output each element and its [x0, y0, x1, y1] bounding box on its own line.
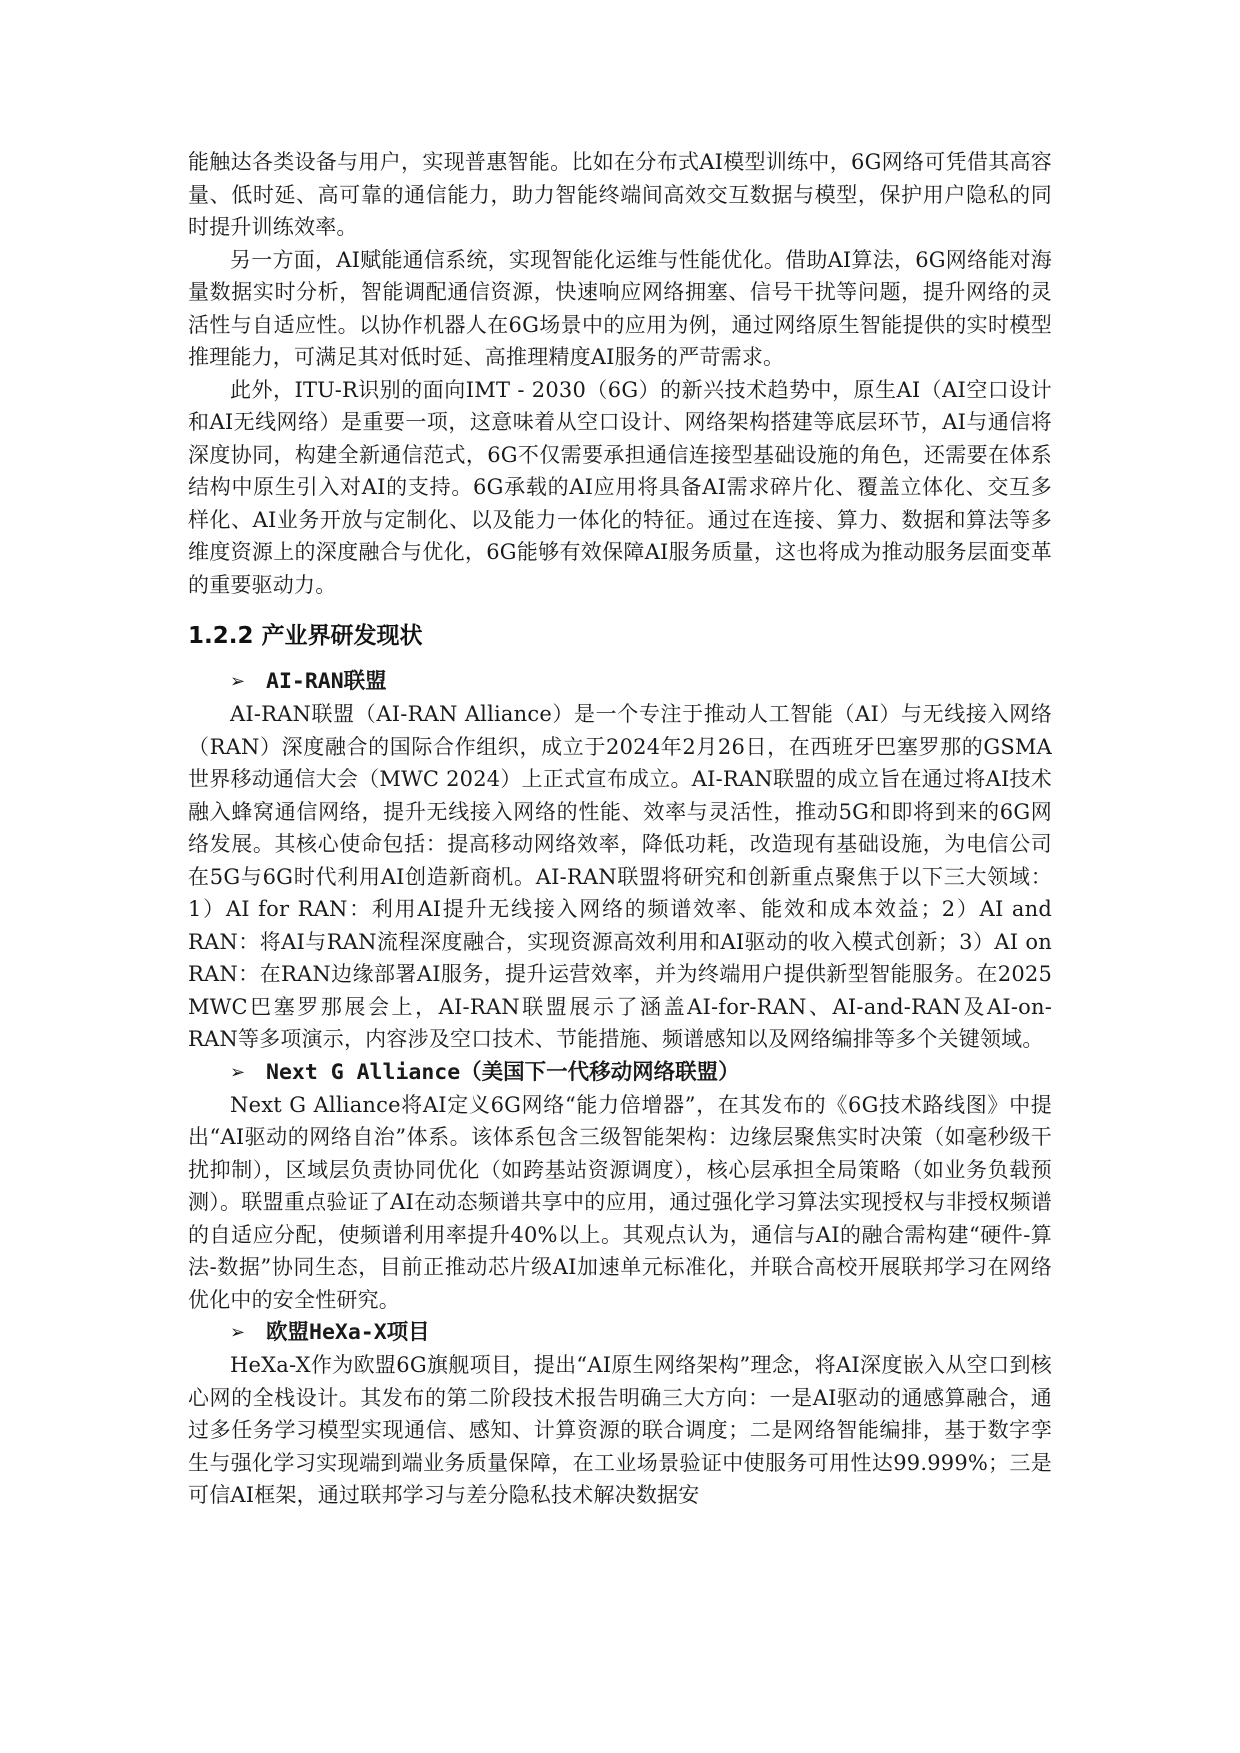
subsection-next-g-alliance	[188, 1056, 1052, 1317]
subsection-heading-text: 欧盟HeXa-X项目	[266, 1320, 430, 1345]
arrow-bullet-icon: ➢	[230, 1322, 246, 1343]
subsection-heading	[188, 1056, 1052, 1089]
subsection-heading	[188, 665, 1052, 698]
subsection-hexa-x	[188, 1316, 1052, 1512]
section-heading-industry-status: 1.2.2 产业界研发现状	[188, 623, 423, 649]
subsection-body: HeXa-X作为欧盟6G旗舰项目，提出“AI原生网络架构”理念，将AI深度嵌入从空口到核心网的全栈设计。其发布的第二阶段技术报告明确三大方向：一是AI驱动的通感算融合，通过多任务学习模型实现通信、感知、计算资源的联合调度；二是网络智能编排，基于数字孪生与强化学习实现端到端业务质量保障，在工业场景验证中使服务可用性达99.999%；三是可信AI框架，通过联邦学习与差分隐私技术解决数据安	[188, 1353, 1052, 1507]
paragraph-itu-r-native-ai: 此外，ITU-R识别的面向IMT - 2030（6G）的新兴技术趋势中，原生AI（AI空口设计和AI无线网络）是重要一项，这意味着从空口设计、网络架构搭建等底层环节，AI与通信将深度协同，构建全新通信范式，6G不仅需要承担通信连接型基础设施的角色，还需要在体系结构中原生引入对AI的支持。6G承载的AI应用将具备AI需求碎片化、覆盖立体化、交互多样化、AI业务开放与定制化、以及能力一体化的特征。通过在连接、算力、数据和算法等多维度资源上的深度融合与优化，6G能够有效保障AI服务质量，这也将成为推动服务层面变革的重要驱动力。	[188, 377, 1052, 597]
subsection-body: AI-RAN联盟（AI-RAN Alliance）是一个专注于推动人工智能（AI）与无线接入网络（RAN）深度融合的国际合作组织，成立于2024年2月26日，在西班牙巴塞罗那的GSMA世界移动通信大会（MWC 2024）上正式宣布成立。AI-RAN联盟的成立旨在通过将AI技术融入蜂窝通信网络，提升无线接入网络的性能、效率与灵活性，推动5G和即将到来的6G网络发展。其核心使命包括：提高移动网络效率，降低功耗，改造现有基础设施，为电信公司在5G与6G时代利用AI创造新商机。AI-RAN联盟将研究和创新重点聚焦于以下三大领域：1）AI for RAN：利用AI提升无线接入网络的频谱效率、能效和成本效益；2）AI and RAN：将AI与RAN流程深度融合，实现资源高效利用和AI驱动的收入模式创新；3）AI on RAN：在RAN边缘部署AI服务，提升运营效率，并为终端用户提供新型智能服务。在2025 MWC巴塞罗那展会上，AI-RAN联盟展示了涵盖AI-for-RAN、AI-and-RAN及AI-on-RAN等多项演示，内容涉及空口技术、节能措施、频谱感知以及网络编排等多个关键领域。	[188, 702, 1052, 1051]
subsection-heading-text: AI-RAN联盟	[266, 669, 387, 694]
arrow-bullet-icon: ➢	[230, 1061, 246, 1083]
subsection-body: Next G Alliance将AI定义6G网络“能力倍增器”，在其发布的《6G技术路线图》中提出“AI驱动的网络自治”体系。该体系包含三级智能架构：边缘层聚焦实时决策（如毫秒级干扰抑制），区域层负责协同优化（如跨基站资源调度），核心层承担全局策略（如业务负载预测）。联盟重点验证了AI在动态频谱共享中的应用，通过强化学习算法实现授权与非授权频谱的自适应分配，使频谱利用率提升40%以上。其观点认为，通信与AI的融合需构建“硬件-算法-数据”协同生态，目前正推动芯片级AI加速单元标准化，并联合高校开展联邦学习在网络优化中的安全性研究。	[188, 1092, 1052, 1312]
subsection-heading	[188, 1316, 1052, 1349]
document-page	[188, 146, 1052, 1512]
subsection-heading-text: Next G Alliance（美国下一代移动网络联盟）	[266, 1059, 740, 1085]
subsection-ai-ran-alliance	[188, 665, 1052, 1056]
paragraph-ai-empowers-communication: 另一方面，AI赋能通信系统，实现智能化运维与性能优化。借助AI算法，6G网络能对海量数据实时分析，智能调配通信资源，快速响应网络拥塞、信号干扰等问题，提升网络的灵活性与自适应性。以协作机器人在6G场景中的应用为例，通过网络原生智能提供的实时模型推理能力，可满足其对低时延、高推理精度AI服务的严苛需求。	[188, 247, 1052, 369]
paragraph-continuation: 能触达各类设备与用户，实现普惠智能。比如在分布式AI模型训练中，6G网络可凭借其高容量、低时延、高可靠的通信能力，助力智能终端间高效交互数据与模型，保护用户隐私的同时提升训练效率。	[188, 150, 1052, 239]
arrow-bullet-icon: ➢	[230, 671, 246, 692]
